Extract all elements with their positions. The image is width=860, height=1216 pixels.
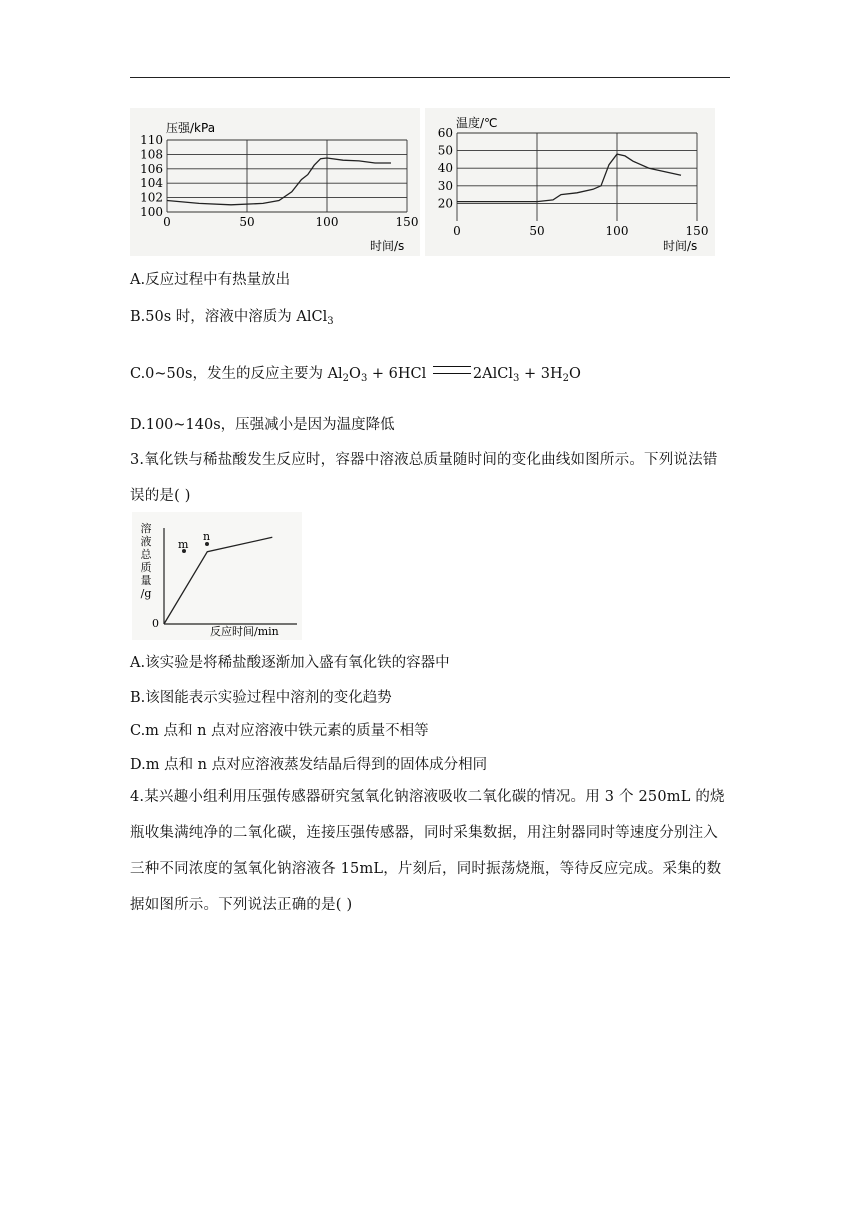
pressure-ytick-label: 106 bbox=[140, 161, 163, 176]
temperature-chart-svg bbox=[425, 108, 715, 256]
q2-option-b-sub: 3 bbox=[327, 316, 334, 327]
q3-option-a: A.该实验是将稀盐酸逐渐加入盛有氧化铁的容器中 bbox=[130, 655, 450, 671]
eq-sub-3a: 3 bbox=[360, 373, 368, 384]
eq-h: + 3H bbox=[519, 366, 563, 382]
label-n: n bbox=[203, 530, 211, 543]
q3-option-c: C.m 点和 n 点对应溶液中铁元素的质量不相等 bbox=[130, 723, 429, 739]
eq-o: O bbox=[349, 366, 361, 382]
temperature-ylabel: 温度/℃ bbox=[456, 116, 498, 130]
temperature-xlabel: 时间/s bbox=[663, 239, 698, 253]
pressure-xtick-label: 100 bbox=[315, 215, 339, 229]
temperature-xtick-label: 100 bbox=[605, 224, 629, 238]
mass-xlabel: 反应时间/min bbox=[210, 625, 279, 638]
label-m: m bbox=[178, 538, 189, 551]
eq-alcl: 2AlCl bbox=[472, 366, 513, 382]
mass-chart bbox=[132, 512, 302, 640]
mass-ylabel-char: /g bbox=[140, 587, 152, 600]
temperature-xtick-label: 50 bbox=[529, 224, 545, 238]
temperature-ytick-label: 30 bbox=[437, 178, 453, 193]
temperature-xtick-label: 0 bbox=[453, 224, 461, 238]
temperature-series-line bbox=[457, 154, 681, 202]
pressure-ytick-label: 100 bbox=[140, 205, 163, 219]
pressure-chart-svg bbox=[130, 108, 420, 256]
q3-option-d: D.m 点和 n 点对应溶液蒸发结晶后得到的固体成分相同 bbox=[130, 757, 488, 773]
pressure-ytick-label: 110 bbox=[140, 133, 163, 147]
mass-ylabel-char: 液 bbox=[140, 535, 152, 548]
pressure-ytick-label: 104 bbox=[140, 176, 163, 191]
q2-option-c-prefix: C.0~50s，发生的反应主要为 bbox=[130, 366, 328, 382]
mass-chart-svg bbox=[132, 512, 302, 640]
q4-stem: 4.某兴趣小组利用压强传感器研究氢氧化钠溶液吸收二氧化碳的情况。用 3 个 250mL 的烧瓶收集满纯净的二氧化碳，连接压强传感器，同时采集数据，用注射器同时等速度分别注入三种不同浓度的氢氧化钠溶液各 15mL，片刻后，同时振荡烧瓶，等待反应完成。采集的数据如图所示。下列说法正确的是( ) bbox=[130, 789, 725, 913]
q2-option-c bbox=[130, 364, 581, 384]
pressure-xtick-label: 150 bbox=[395, 215, 419, 229]
mass-ylabel-char: 量 bbox=[140, 574, 152, 587]
q2-option-b bbox=[130, 307, 334, 327]
eq-hcl: + 6HCl bbox=[367, 366, 431, 382]
pressure-xtick-label: 0 bbox=[163, 215, 171, 229]
temperature-ytick-label: 40 bbox=[437, 161, 453, 176]
mass-ylabel-char: 质 bbox=[140, 561, 152, 574]
temperature-ytick-label: 20 bbox=[437, 196, 453, 211]
mass-ylabel-char: 总 bbox=[140, 548, 152, 561]
temperature-chart bbox=[425, 108, 715, 256]
eq-sub-2: 2 bbox=[342, 373, 350, 384]
q2-option-b-text: B.50s 时，溶液中溶质为 AlCl bbox=[130, 309, 328, 325]
q3-option-b: B.该图能表示实验过程中溶剂的变化趋势 bbox=[130, 690, 392, 706]
eq-equals-sign bbox=[433, 366, 471, 374]
eq-sub-3b: 3 bbox=[512, 373, 520, 384]
temperature-xtick-label: 150 bbox=[685, 224, 709, 238]
header-rule bbox=[130, 77, 730, 78]
q2-option-d: D.100~140s，压强减小是因为温度降低 bbox=[130, 417, 395, 433]
pressure-chart bbox=[130, 108, 420, 256]
temperature-ytick-label: 50 bbox=[437, 143, 453, 158]
mass-ylabel-char: 溶 bbox=[140, 522, 152, 535]
q3-stem: 3.氧化铁与稀盐酸发生反应时，容器中溶液总质量随时间的变化曲线如图所示。下列说法错误的是( ) bbox=[130, 452, 718, 504]
q2-option-a: A.反应过程中有热量放出 bbox=[130, 272, 291, 288]
pressure-ylabel: 压强/kPa bbox=[166, 121, 216, 135]
eq-al: Al bbox=[327, 366, 343, 382]
pressure-ytick-label: 102 bbox=[140, 190, 163, 205]
pressure-xtick-label: 50 bbox=[239, 215, 255, 229]
mass-origin: 0 bbox=[152, 617, 159, 630]
pressure-ytick-label: 108 bbox=[140, 147, 163, 162]
temperature-ytick-label: 60 bbox=[437, 126, 453, 140]
pressure-xlabel: 时间/s bbox=[370, 239, 405, 253]
eq-o2: O bbox=[568, 366, 581, 382]
eq-sub-2b: 2 bbox=[562, 373, 569, 384]
